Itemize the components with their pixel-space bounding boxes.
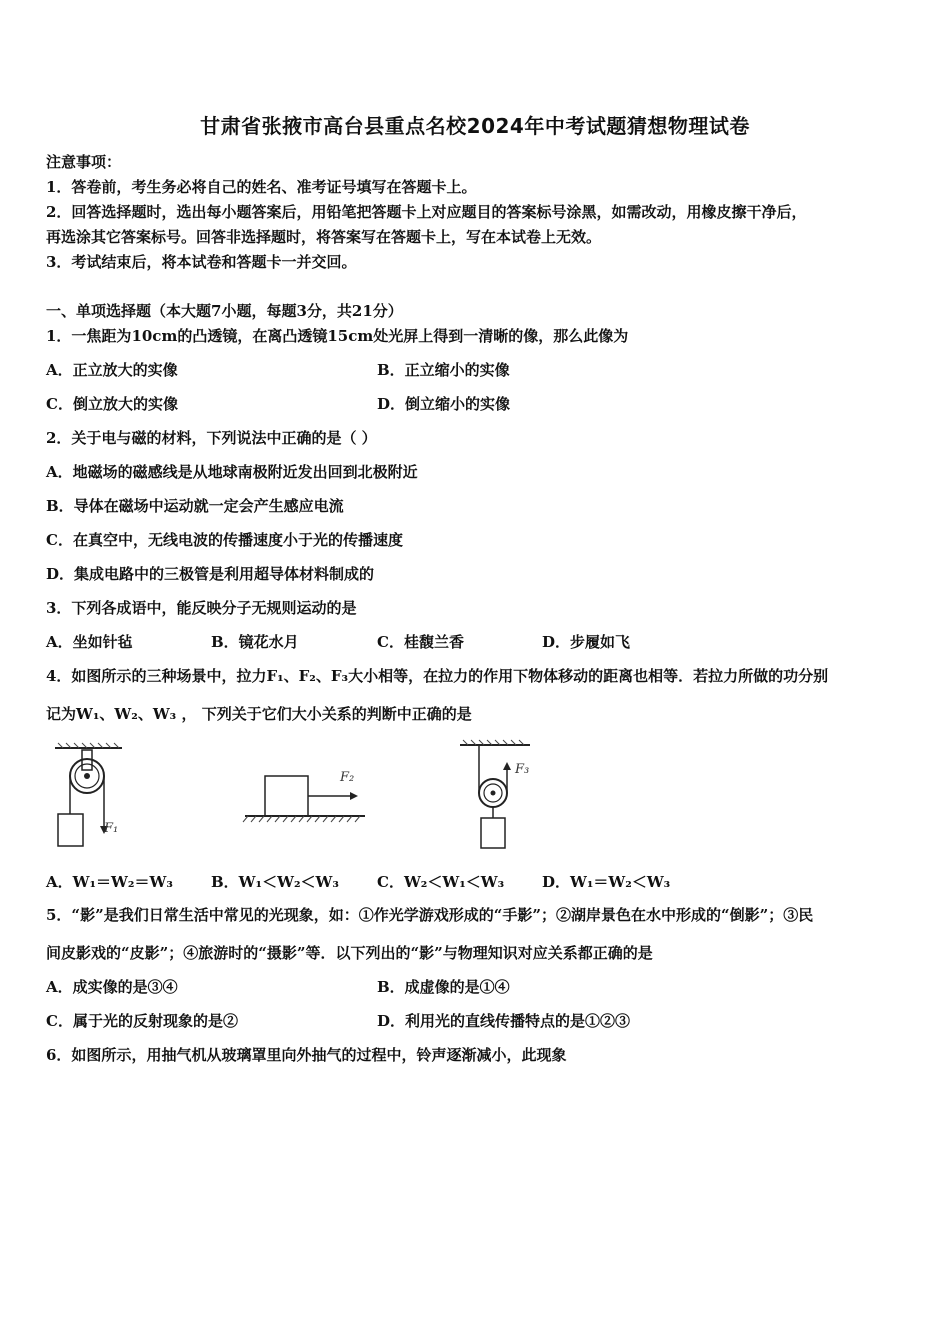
q5-option-b: B．成虚像的是①④ <box>377 978 510 996</box>
q3-option-a: A．坐如针毡 <box>46 633 133 651</box>
q2-option-b: B．导体在磁场中运动就一定会产生感应电流 <box>46 497 344 515</box>
q4-option-a: A．W₁＝W₂＝W₃ <box>46 873 173 891</box>
q5-option-c: C．属于光的反射现象的是② <box>46 1012 238 1030</box>
q3-option-c: C．桂馥兰香 <box>377 633 464 651</box>
notice-item-3: 3．考试结束后，将本试卷和答题卡一并交回。 <box>46 253 357 271</box>
q4-option-d: D．W₁＝W₂＜W₃ <box>542 873 671 891</box>
notice-item-2-cont: 再选涂其它答案标号。回答非选择题时，将答案写在答题卡上，写在本试卷上无效。 <box>46 228 602 246</box>
label-f3: F₃ <box>515 762 530 777</box>
notice-heading: 注意事项： <box>46 153 122 171</box>
section-heading: 一、单项选择题（本大题7小题，每题3分，共21分） <box>46 302 403 320</box>
q4-option-c: C．W₂＜W₁＜W₃ <box>377 873 505 891</box>
figure-movable-pulley <box>455 738 545 853</box>
q5-stem-line1: 5．“影”是我们日常生活中常见的光现象，如：①作光学游戏形成的“手影”；②湖岸景色在水中形成的“倒影”；③民 <box>46 906 814 924</box>
q3-option-d: D．步履如飞 <box>542 633 631 651</box>
figure-fixed-pulley <box>50 742 140 852</box>
q1-option-d: D．倒立缩小的实像 <box>377 395 511 413</box>
q5-option-a: A．成实像的是③④ <box>46 978 178 996</box>
notice-item-1: 1．答卷前，考生务必将自己的姓名、准考证号填写在答题卡上。 <box>46 178 477 196</box>
label-f2: F₂ <box>340 770 355 785</box>
q5-option-d: D．利用光的直线传播特点的是①②③ <box>377 1012 631 1030</box>
q2-option-c: C．在真空中，无线电波的传播速度小于光的传播速度 <box>46 531 403 549</box>
page-title: 甘肃省张掖市高台县重点名校2024年中考试题猜想物理试卷 <box>200 114 750 138</box>
q3-option-b: B．镜花水月 <box>211 633 299 651</box>
q5-stem-line2: 间皮影戏的“皮影”；④旅游时的“摄影”等．以下列出的“影”与物理知识对应关系都正确的是 <box>46 944 653 962</box>
q1-option-c: C．倒立放大的实像 <box>46 395 178 413</box>
q4-stem-line2: 记为W₁、W₂、W₃ ， 下列关于它们大小关系的判断中正确的是 <box>46 705 472 723</box>
q3-stem: 3．下列各成语中，能反映分子无规则运动的是 <box>46 599 357 617</box>
q2-option-a: A．地磁场的磁感线是从地球南极附近发出回到北极附近 <box>46 463 418 481</box>
q2-option-d: D．集成电路中的三极管是利用超导体材料制成的 <box>46 565 375 583</box>
q6-stem: 6．如图所示，用抽气机从玻璃罩里向外抽气的过程中，铃声逐渐减小，此现象 <box>46 1046 567 1064</box>
q4-stem-line1: 4．如图所示的三种场景中，拉力F₁、F₂、F₃大小相等，在拉力的作用下物体移动的距离也相等．若拉力所做的功分别 <box>46 667 829 685</box>
q1-stem: 1．一焦距为10cm的凸透镜，在离凸透镜15cm处光屏上得到一清晰的像，那么此像为 <box>46 327 629 345</box>
q4-option-b: B．W₁＜W₂＜W₃ <box>211 873 339 891</box>
q1-option-a: A．正立放大的实像 <box>46 361 178 379</box>
label-f1: F₁ <box>104 821 119 836</box>
q1-option-b: B．正立缩小的实像 <box>377 361 510 379</box>
notice-item-2: 2．回答选择题时，选出每小题答案后，用铅笔把答题卡上对应题目的答案标号涂黑，如需改动，用橡皮擦干净后， <box>46 203 807 221</box>
q2-stem: 2．关于电与磁的材料，下列说法中正确的是（ ） <box>46 429 377 447</box>
